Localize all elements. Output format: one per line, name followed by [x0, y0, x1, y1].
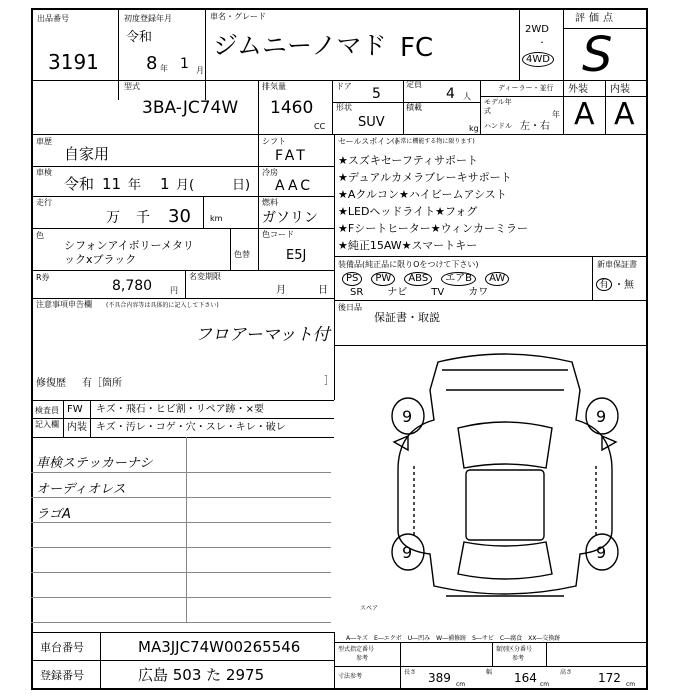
body-label: 形状: [336, 103, 352, 112]
height-label: 高さ: [560, 669, 573, 676]
sales-point-item: ★純正15AW★スマートキー: [338, 239, 478, 252]
year-unit: 年: [160, 64, 168, 73]
equipment-option-circled: ABS: [404, 272, 432, 286]
sen-unit: 千: [136, 210, 150, 226]
dims-label: 寸法参考: [338, 673, 363, 680]
sales-points-note: (正常に機能する物に限ります): [392, 138, 475, 145]
cc-unit: CC: [314, 122, 326, 131]
equipment-option: TV: [431, 287, 445, 298]
equipment-title: 装備品: [338, 260, 362, 269]
remark-2: オーディオレス: [36, 482, 126, 497]
ac: AAC: [275, 178, 314, 194]
equipment-ovals: [342, 272, 590, 286]
ac-label: 冷房: [262, 168, 278, 177]
sales-point-item: ★デュアルカメラブレーキサポート: [338, 171, 512, 184]
notes-sub: (不具合内容等は具体的に記入して下さい): [106, 302, 219, 309]
equipment-option: ナビ: [387, 287, 408, 298]
drive-4wd-circled: 4WD: [522, 52, 554, 67]
score-label: 評価点: [575, 13, 617, 24]
divider: [118, 8, 119, 100]
exterior-score: A: [574, 97, 595, 132]
mfr-sub: 参考: [356, 655, 369, 662]
repair-value: 有［箇所: [82, 378, 122, 389]
remark-1: 車検ステッカーナシ: [36, 456, 153, 471]
equipment-note: (純正品に限りOをつけて下さい): [362, 260, 479, 269]
chassis-number: MA3JJC74W00265546: [138, 638, 301, 656]
dealer-label: ディーラー・並行: [498, 84, 554, 92]
seats: 4: [446, 86, 455, 102]
shift: FAT: [275, 148, 308, 164]
exterior-label: 外装: [568, 84, 588, 95]
mfr-label: 型式指定番号: [338, 646, 375, 653]
inspector-label-1: 検査員: [35, 406, 59, 415]
warranty-no: 無: [624, 280, 634, 291]
insp-month: 1: [160, 175, 170, 193]
sales-point-item: ★Aクルコン★ハイビームアシスト: [338, 188, 507, 201]
sales-points-list: [338, 152, 638, 254]
year-unit: 年: [128, 178, 142, 193]
color-change-label: 色替: [234, 250, 250, 259]
sales-point-item: ★LEDヘッドライト★フォグ: [338, 205, 478, 218]
warranty-sep: ・: [614, 280, 624, 291]
car-damage-diagram: [380, 350, 630, 615]
car-name: ジムニーノマド: [213, 31, 387, 60]
interior-options: キズ・汚レ・コゲ・穴・スレ・キレ・破レ: [96, 422, 286, 433]
doors: 5: [372, 86, 381, 102]
model-code: 3BA-JC74W: [142, 98, 239, 118]
later-items: 保証書・取説: [374, 311, 440, 324]
plate-label: 登録番号: [40, 669, 84, 682]
recycle-amount: 8,780: [112, 278, 153, 294]
sales-point-item: ★スズキセーフティサポート: [338, 154, 478, 167]
mileage-label: 走行: [36, 198, 52, 207]
first-registration-label: 初度登録年月: [124, 14, 172, 23]
reg-year: 8: [146, 53, 158, 74]
damage-legend: A―キズ E―エクボ U―凹み W―補修跡 S―サビ C―腐食 XX―交換跡: [346, 635, 561, 642]
notes-label: 注意事項申告欄: [36, 300, 92, 309]
mileage: 30: [168, 206, 191, 227]
height-unit: cm: [626, 681, 636, 688]
shift-label: シフト: [262, 137, 286, 146]
color-code: E5J: [286, 248, 307, 263]
recycle-label: R券: [36, 273, 50, 282]
usage-label: 車歴: [36, 137, 52, 146]
notes-handwriting: フロアーマット付: [195, 325, 330, 345]
month-label: 月: [276, 285, 286, 296]
seats-unit: 人: [463, 92, 471, 101]
equipment-option-circled: AW: [485, 272, 509, 286]
load-unit: kg: [469, 124, 479, 133]
fw-head: FW: [67, 404, 83, 415]
fuel-label: 燃料: [262, 198, 278, 207]
month-unit: 月: [196, 66, 204, 75]
interior-label: 内装: [610, 84, 630, 95]
bracket-close: ］: [324, 376, 334, 387]
grade: FC: [400, 33, 434, 63]
month-unit: 月(: [176, 178, 195, 193]
inspection-label: 車検: [36, 168, 52, 177]
lot-number-label: 出品番号: [37, 14, 69, 23]
divider: [31, 134, 648, 135]
width-label: 幅: [486, 669, 493, 676]
cat-sub: 参考: [512, 655, 525, 662]
equipment-labels: [350, 287, 590, 298]
insp-era: 令和: [64, 175, 95, 193]
usage: 自家用: [64, 145, 110, 163]
handle-value: 左・右: [520, 121, 550, 132]
color-label: 色: [36, 231, 44, 240]
equipment-option: カワ: [468, 287, 489, 298]
divider: [31, 80, 648, 81]
length-label: 長さ: [404, 669, 417, 676]
year-suffix: 年: [552, 110, 560, 119]
interior-head: 内装: [67, 422, 87, 433]
svg-text:9: 9: [402, 407, 413, 426]
cat-label: 類別区分番号: [496, 646, 533, 653]
equipment-option-circled: PW: [371, 272, 395, 286]
length-unit: cm: [456, 681, 466, 688]
km-unit: km: [210, 214, 223, 223]
divider: [205, 8, 206, 100]
color-code-label: 色コード: [262, 230, 294, 239]
equipment-option: SR: [350, 287, 364, 298]
height: 172: [598, 671, 621, 685]
insp-year: 11: [102, 175, 122, 193]
warranty-yes-circled: 有: [596, 278, 612, 291]
spare-label: スペア: [360, 605, 379, 612]
lot-number: 3191: [48, 50, 99, 74]
divider: [563, 8, 564, 134]
body-type: SUV: [358, 115, 385, 130]
length: 389: [428, 671, 451, 685]
interior-score: A: [614, 97, 635, 132]
model-label: 型式: [124, 82, 140, 91]
car-name-label: 車名・グレード: [210, 12, 266, 21]
displacement: 1460: [270, 98, 314, 118]
yen-unit: 円: [170, 286, 178, 295]
sales-points-title: セールスポイント: [338, 137, 402, 146]
new-warranty-title: 新車保証書: [597, 260, 637, 269]
reg-month: 1: [180, 56, 189, 72]
svg-text:9: 9: [596, 543, 607, 562]
fuel: ガソリン: [262, 210, 318, 226]
color-line1: シフォンアイボリーメタリ: [64, 239, 194, 252]
svg-text:9: 9: [402, 543, 413, 562]
chassis-label: 車台番号: [40, 641, 84, 654]
day-unit: 日): [232, 178, 251, 193]
remark-3: ラゴA: [36, 507, 71, 522]
doors-label: ドア: [336, 82, 352, 91]
inspector-label-2: 記入欄: [35, 420, 59, 429]
svg-text:9: 9: [596, 407, 607, 426]
fw-options: キズ・飛石・ヒビ割・リペア跡・×要: [96, 404, 264, 415]
displacement-label: 排気量: [262, 82, 286, 91]
sales-point-item: ★Fシートヒーター★ウィンカーミラー: [338, 222, 528, 235]
name-change-label: 名変期限: [189, 272, 221, 281]
width-unit: cm: [540, 681, 550, 688]
drive-2wd: 2WD: [525, 24, 549, 35]
handle-label: ハンドル: [484, 122, 512, 130]
equipment-option-circled: PS: [342, 272, 362, 286]
equipment-option-circled: エアB: [441, 272, 476, 286]
overall-score: S: [582, 27, 613, 83]
later-items-title: 後日品: [338, 303, 362, 312]
repair-label: 修復歴: [36, 378, 66, 389]
seats-label: 定員: [406, 80, 422, 89]
reg-era: 令和: [126, 30, 153, 45]
day-label: 日: [318, 285, 328, 296]
load-label: 積載: [406, 103, 422, 112]
color-line2: ックxブラック: [64, 253, 137, 266]
plate-number: 広島 503 た 2975: [138, 666, 265, 684]
man-unit: 万: [106, 210, 120, 226]
model-year-label: モデル年式: [484, 98, 512, 115]
divider: [519, 8, 520, 80]
width: 164: [514, 671, 537, 685]
